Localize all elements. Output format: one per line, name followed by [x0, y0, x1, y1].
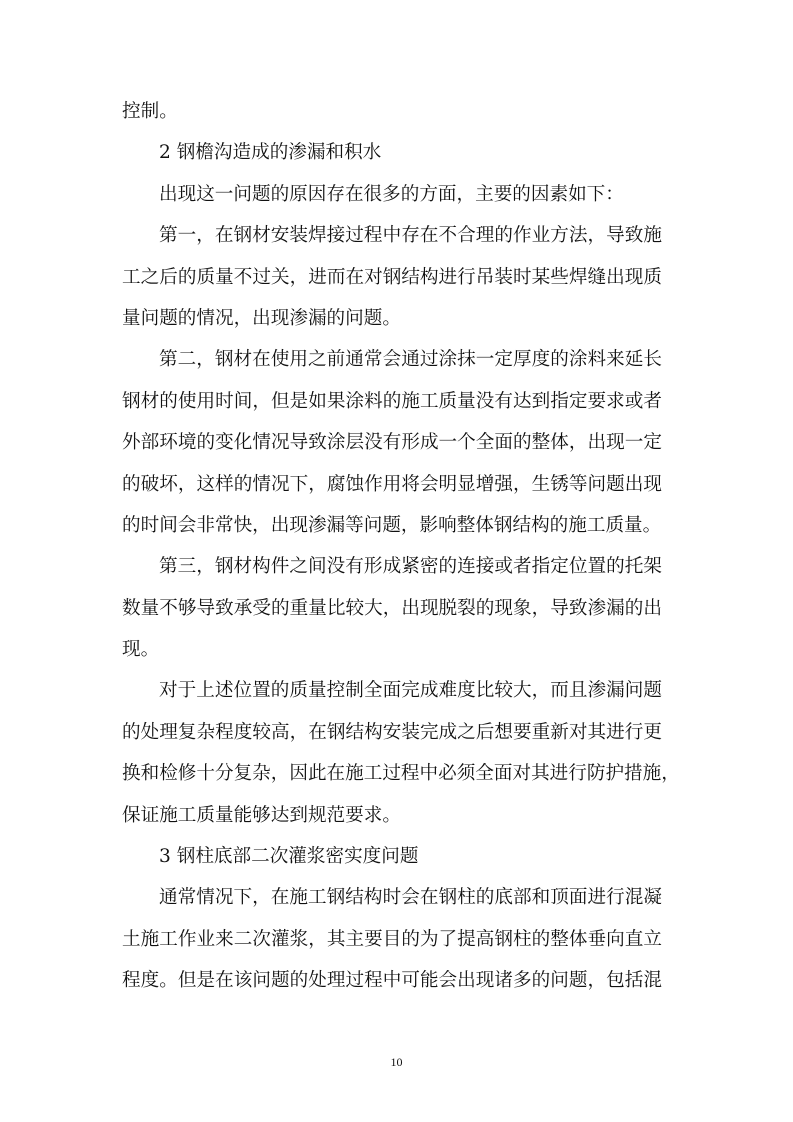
text-line: 第二，钢材在使用之前通常会通过涂抹一定厚度的涂料来延长 [159, 349, 662, 371]
page-number: 10 [390, 1055, 403, 1069]
text-line: 保证施工质量能够达到规范要求。 [122, 804, 401, 826]
text-line: 第三，钢材构件之间没有形成紧密的连接或者指定位置的托架 [159, 556, 662, 578]
text-line: 外部环境的变化情况导致涂层没有形成一个全面的整体，出现一定 [122, 432, 662, 454]
text-line: 出现这一问题的原因存在很多的方面，主要的因素如下： [159, 183, 624, 205]
text-line: 程度。但是在该问题的处理过程中可能会出现诸多的问题，包括混 [122, 970, 662, 992]
text-line: 钢材的使用时间，但是如果涂料的施工质量没有达到指定要求或者 [122, 390, 662, 412]
text-line: 通常情况下，在施工钢结构时会在钢柱的底部和顶面进行混凝 [159, 887, 662, 909]
text-line: 3 钢柱底部二次灌浆密实度问题 [159, 846, 419, 868]
text-line: 2 钢檐沟造成的渗漏和积水 [159, 142, 382, 164]
text-line: 的破坏，这样的情况下，腐蚀作用将会明显增强，生锈等问题出现 [122, 473, 662, 495]
text-line: 控制。 [122, 101, 178, 122]
text-line: 对于上述位置的质量控制全面完成难度比较大，而且渗漏问题 [159, 680, 662, 702]
text-line: 换和检修十分复杂，因此在施工过程中必须全面对其进行防护措施， [122, 763, 680, 785]
text-line: 的处理复杂程度较高，在钢结构安装完成之后想要重新对其进行更 [122, 721, 662, 743]
text-line: 土施工作业来二次灌浆，其主要目的为了提高钢柱的整体垂向直立 [122, 928, 662, 950]
text-line: 的时间会非常快，出现渗漏等问题，影响整体钢结构的施工质量。 [122, 514, 662, 536]
text-line: 数量不够导致承受的重量比较大，出现脱裂的现象，导致渗漏的出 [122, 597, 662, 619]
text-line: 量问题的情况，出现渗漏的问题。 [122, 307, 401, 329]
text-line: 第一，在钢材安装焊接过程中存在不合理的作业方法，导致施 [159, 225, 662, 247]
document-body [122, 91, 680, 1002]
text-line: 工之后的质量不过关，进而在对钢结构进行吊装时某些焊缝出现质 [122, 266, 662, 288]
text-line: 现。 [122, 639, 160, 661]
